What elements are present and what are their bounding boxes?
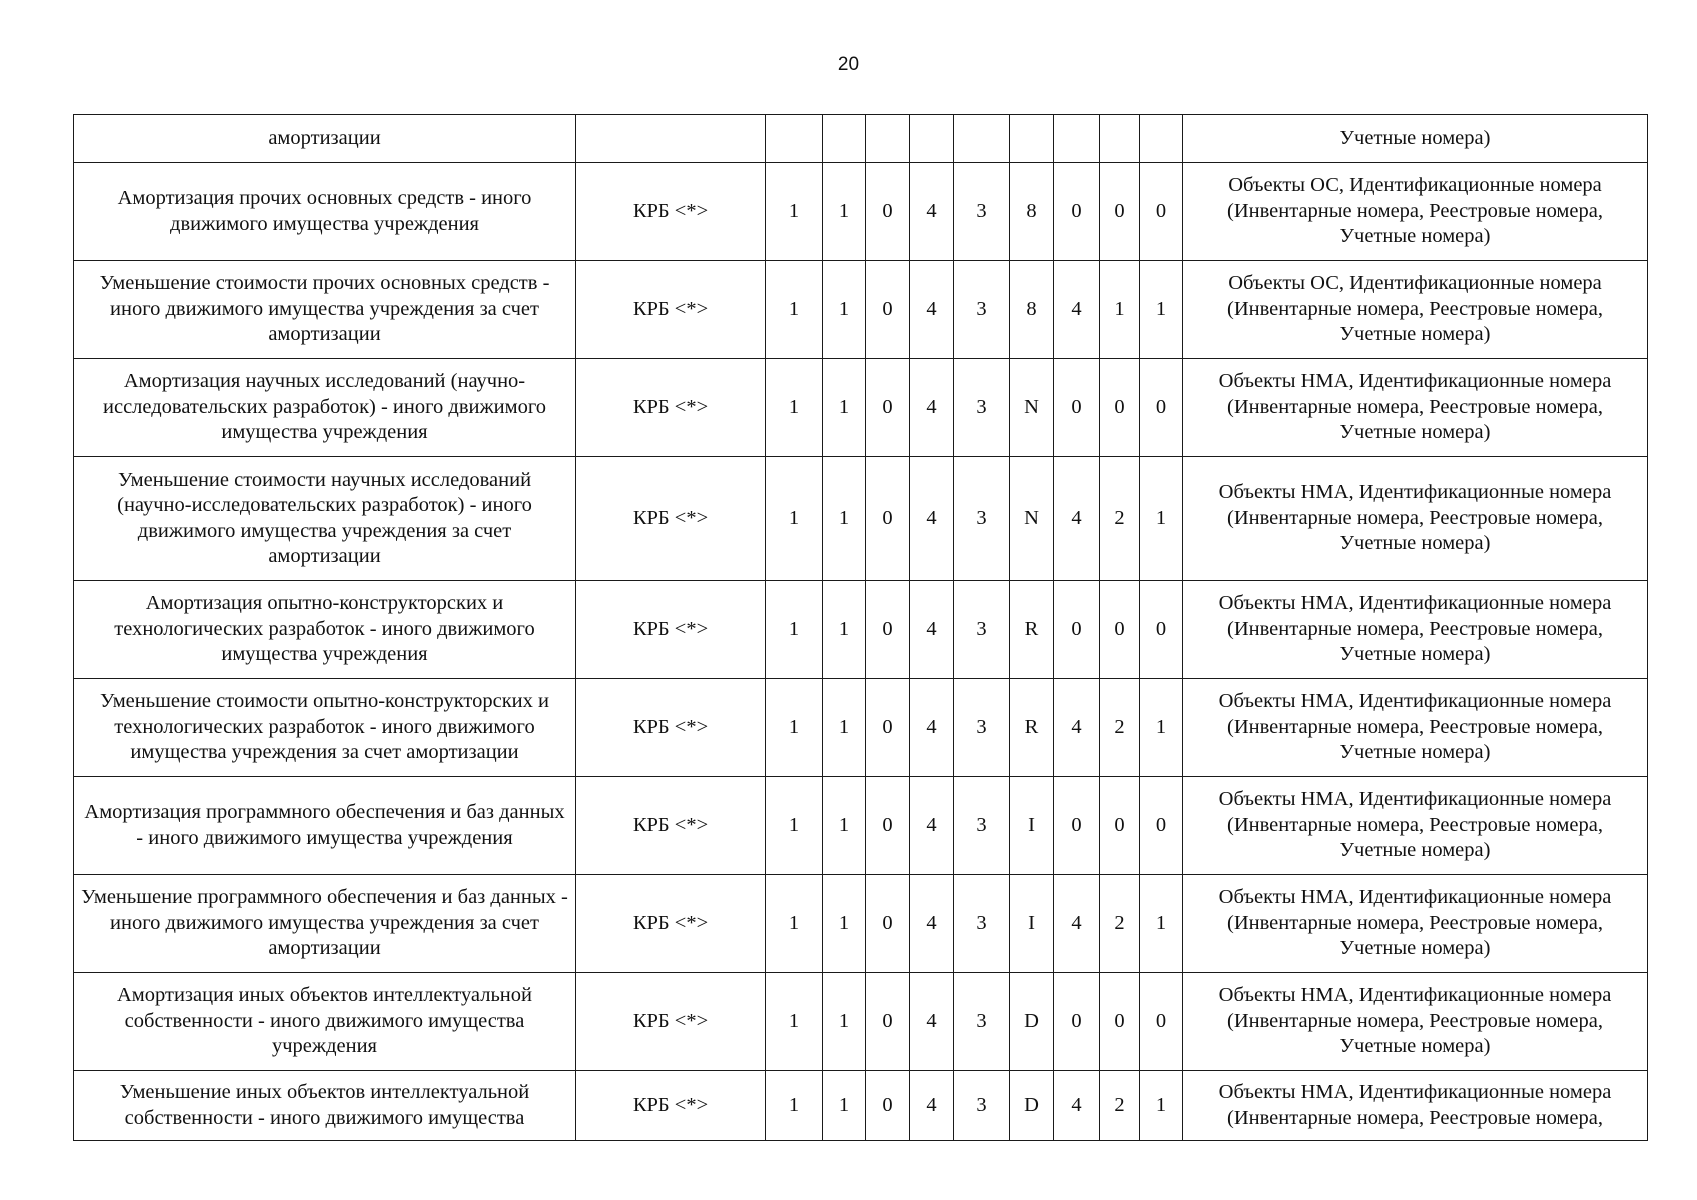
table-row [74,115,1648,163]
account-digit-cell [823,115,866,163]
account-digit-cell: 1 [766,973,823,1071]
account-digit-cell: 2 [1100,1071,1140,1141]
account-digit-cell: 4 [910,875,954,973]
account-digit-cell [954,115,1010,163]
account-digit-cell: 0 [866,457,910,581]
account-digit-cell: 1 [766,163,823,261]
account-name-cell: Уменьшение иных объектов интеллектуальной собственности - иного движимого имущества [74,1071,576,1141]
basis-cell: КРБ <*> [576,163,766,261]
account-digit-cell: 0 [866,973,910,1071]
basis-cell: КРБ <*> [576,973,766,1071]
account-digit-cell: 1 [823,973,866,1071]
account-digit-cell: 1 [823,875,866,973]
account-digit-cell [1140,115,1183,163]
account-digit-cell: 0 [1054,777,1100,875]
account-digit-cell: 1 [766,679,823,777]
account-digit-cell: R [1010,679,1054,777]
accounts-table [73,114,1648,1141]
account-digit-cell: I [1010,875,1054,973]
account-digit-cell: 0 [1140,163,1183,261]
basis-cell: КРБ <*> [576,777,766,875]
account-name-cell: Амортизация прочих основных средств - иного движимого имущества учреждения [74,163,576,261]
account-digit-cell: 0 [1140,777,1183,875]
account-name-cell: Уменьшение стоимости опытно-конструкторских и технологических разработок - иного движимого имущества учреждения за счет амортизации [74,679,576,777]
table-row [74,679,1648,777]
analytics-cell: Учетные номера) [1183,115,1648,163]
account-digit-cell: 1 [766,261,823,359]
account-digit-cell [910,115,954,163]
account-digit-cell: 3 [954,457,1010,581]
account-digit-cell: 4 [910,163,954,261]
account-digit-cell: 4 [910,581,954,679]
basis-cell [576,115,766,163]
account-name-cell: Амортизация иных объектов интеллектуальной собственности - иного движимого имущества учреждения [74,973,576,1071]
analytics-cell: Объекты НМА, Идентификационные номера (Инвентарные номера, Реестровые номера, Учетные номера) [1183,875,1648,973]
account-name-cell: Амортизация опытно-конструкторских и технологических разработок - иного движимого имущества учреждения [74,581,576,679]
analytics-cell: Объекты НМА, Идентификационные номера (Инвентарные номера, Реестровые номера, Учетные номера) [1183,457,1648,581]
account-digit-cell: 1 [823,1071,866,1141]
account-digit-cell: 4 [910,359,954,457]
account-name-cell: Амортизация научных исследований (научно-исследовательских разработок) - иного движимого имущества учреждения [74,359,576,457]
account-digit-cell: I [1010,777,1054,875]
account-digit-cell: 0 [1100,581,1140,679]
table-row [74,777,1648,875]
account-digit-cell: N [1010,359,1054,457]
table-row [74,1071,1648,1141]
table-row [74,261,1648,359]
account-digit-cell: 1 [766,457,823,581]
account-digit-cell: 4 [1054,679,1100,777]
account-digit-cell: 0 [1140,359,1183,457]
account-digit-cell: 0 [866,359,910,457]
account-digit-cell: 1 [766,359,823,457]
account-digit-cell: D [1010,1071,1054,1141]
account-digit-cell: 1 [1140,261,1183,359]
account-digit-cell: 0 [866,875,910,973]
table-row [74,875,1648,973]
account-digit-cell: N [1010,457,1054,581]
account-digit-cell: 0 [1054,359,1100,457]
account-digit-cell: 0 [866,163,910,261]
analytics-cell: Объекты НМА, Идентификационные номера (Инвентарные номера, Реестровые номера, Учетные номера) [1183,359,1648,457]
analytics-cell: Объекты НМА, Идентификационные номера (Инвентарные номера, Реестровые номера, Учетные номера) [1183,581,1648,679]
account-digit-cell: 3 [954,777,1010,875]
account-digit-cell: 0 [1054,973,1100,1071]
analytics-cell: Объекты НМА, Идентификационные номера (Инвентарные номера, Реестровые номера, Учетные номера) [1183,679,1648,777]
account-digit-cell: 0 [866,581,910,679]
account-digit-cell: 1 [766,875,823,973]
account-digit-cell: 3 [954,973,1010,1071]
account-digit-cell: 4 [910,679,954,777]
account-digit-cell: 2 [1100,457,1140,581]
account-digit-cell: 3 [954,581,1010,679]
account-digit-cell: 1 [1140,875,1183,973]
analytics-cell: Объекты НМА, Идентификационные номера (Инвентарные номера, Реестровые номера, Учетные номера) [1183,973,1648,1071]
account-digit-cell: 3 [954,1071,1010,1141]
account-digit-cell: 1 [1140,457,1183,581]
analytics-cell: Объекты НМА, Идентификационные номера (Инвентарные номера, Реестровые номера, Учетные номера) [1183,777,1648,875]
account-digit-cell: 3 [954,261,1010,359]
account-digit-cell: 0 [866,679,910,777]
basis-cell: КРБ <*> [576,679,766,777]
account-name-cell: Уменьшение стоимости научных исследований (научно-исследовательских разработок) - иного движимого имущества учреждения за счет амортизации [74,457,576,581]
account-digit-cell: 8 [1010,261,1054,359]
account-digit-cell: 1 [823,163,866,261]
analytics-cell: Объекты НМА, Идентификационные номера (Инвентарные номера, Реестровые номера, [1183,1071,1648,1141]
account-digit-cell: 1 [1100,261,1140,359]
account-digit-cell: 2 [1100,875,1140,973]
account-digit-cell: 0 [866,1071,910,1141]
account-name-cell: Уменьшение стоимости прочих основных средств - иного движимого имущества учреждения за счет амортизации [74,261,576,359]
basis-cell: КРБ <*> [576,1071,766,1141]
account-digit-cell: 8 [1010,163,1054,261]
account-digit-cell: 1 [823,581,866,679]
account-digit-cell [1010,115,1054,163]
table-row [74,581,1648,679]
account-digit-cell [766,115,823,163]
account-digit-cell: 3 [954,679,1010,777]
table-row [74,973,1648,1071]
account-digit-cell: 1 [823,457,866,581]
account-digit-cell: 1 [766,777,823,875]
analytics-cell: Объекты ОС, Идентификационные номера (Инвентарные номера, Реестровые номера, Учетные номера) [1183,261,1648,359]
account-digit-cell: 0 [866,777,910,875]
account-name-cell: Амортизация программного обеспечения и баз данных - иного движимого имущества учреждения [74,777,576,875]
basis-cell: КРБ <*> [576,457,766,581]
account-digit-cell: 1 [766,581,823,679]
account-digit-cell: 0 [1054,163,1100,261]
account-name-cell: амортизации [74,115,576,163]
account-digit-cell: R [1010,581,1054,679]
account-digit-cell: 1 [823,777,866,875]
account-digit-cell: 0 [1140,973,1183,1071]
account-digit-cell: 0 [1100,359,1140,457]
account-digit-cell: 1 [766,1071,823,1141]
basis-cell: КРБ <*> [576,359,766,457]
account-name-cell: Уменьшение программного обеспечения и баз данных - иного движимого имущества учреждения за счет амортизации [74,875,576,973]
account-digit-cell: 3 [954,163,1010,261]
account-digit-cell: 3 [954,875,1010,973]
account-digit-cell: 4 [910,457,954,581]
account-digit-cell: 4 [1054,261,1100,359]
account-digit-cell: 4 [910,1071,954,1141]
account-digit-cell: 4 [1054,457,1100,581]
table-row [74,359,1648,457]
account-digit-cell: 1 [1140,679,1183,777]
account-digit-cell [1054,115,1100,163]
account-digit-cell: 0 [1100,973,1140,1071]
table-row [74,163,1648,261]
account-digit-cell: 1 [823,359,866,457]
account-digit-cell: 4 [910,777,954,875]
account-digit-cell: 1 [823,679,866,777]
account-digit-cell [866,115,910,163]
table-body [74,115,1648,1141]
account-digit-cell: 0 [1100,163,1140,261]
account-digit-cell: 4 [1054,1071,1100,1141]
account-digit-cell: 3 [954,359,1010,457]
basis-cell: КРБ <*> [576,581,766,679]
basis-cell: КРБ <*> [576,875,766,973]
basis-cell: КРБ <*> [576,261,766,359]
account-digit-cell: 1 [1140,1071,1183,1141]
account-digit-cell: 2 [1100,679,1140,777]
analytics-cell: Объекты ОС, Идентификационные номера (Инвентарные номера, Реестровые номера, Учетные номера) [1183,163,1648,261]
account-digit-cell: 0 [1140,581,1183,679]
account-digit-cell: 0 [1100,777,1140,875]
account-digit-cell: 0 [1054,581,1100,679]
page-number: 20 [837,54,860,75]
account-digit-cell: D [1010,973,1054,1071]
account-digit-cell: 4 [1054,875,1100,973]
account-digit-cell: 4 [910,261,954,359]
account-digit-cell [1100,115,1140,163]
table-row [74,457,1648,581]
account-digit-cell: 0 [866,261,910,359]
account-digit-cell: 1 [823,261,866,359]
account-digit-cell: 4 [910,973,954,1071]
